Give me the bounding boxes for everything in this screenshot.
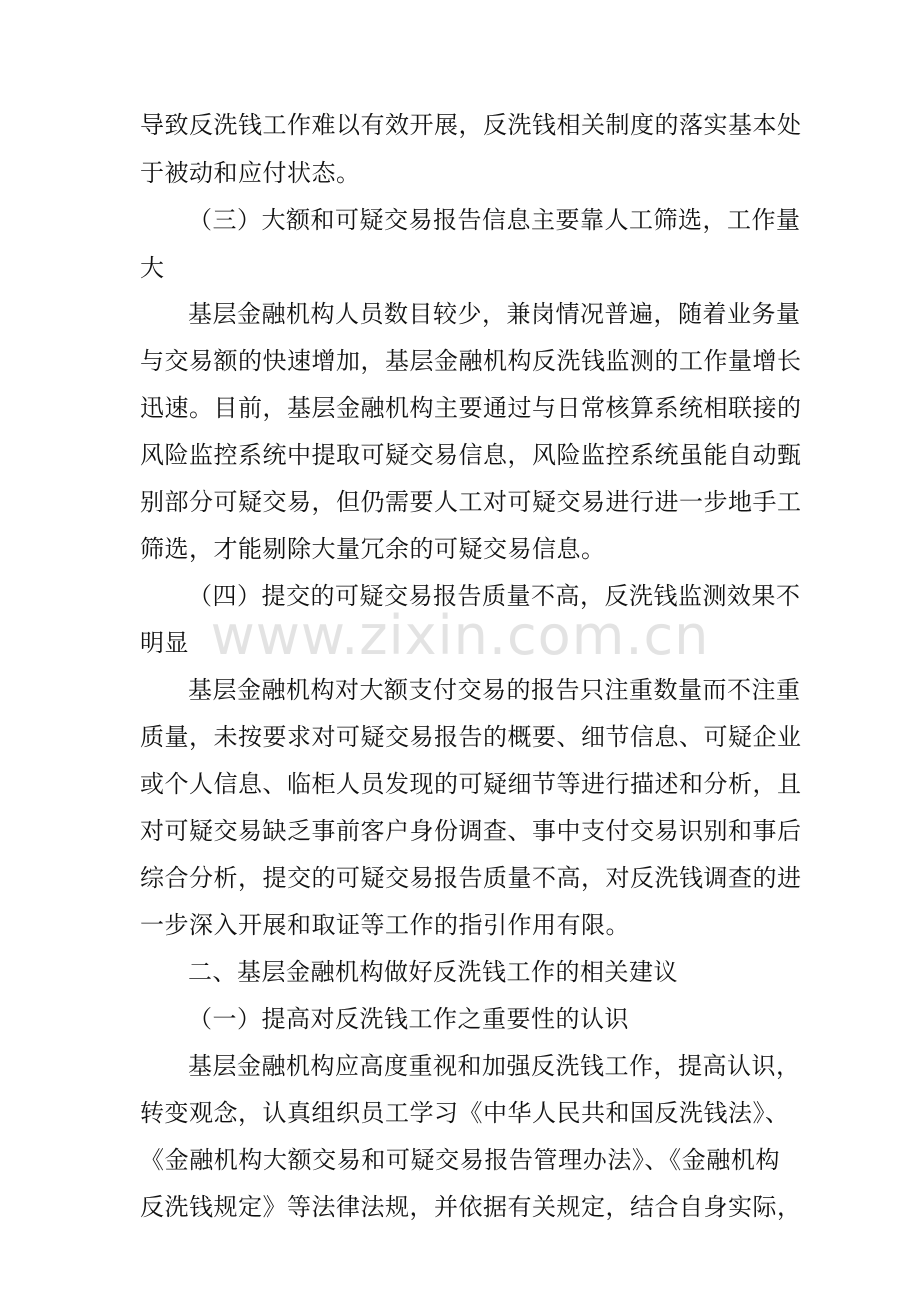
- body-text-line: 一步深入开展和取证等工作的指引作用有限。: [140, 911, 630, 939]
- body-text-line: 对可疑交易缺乏事前客户身份调查、事中支付交易识别和事后: [140, 817, 802, 845]
- body-text-line: 基层金融机构人员数目较少，兼岗情况普遍，随着业务量: [188, 300, 801, 328]
- body-text-line: 导致反洗钱工作难以有效开展，反洗钱相关制度的落实基本处: [140, 111, 802, 139]
- body-text-line: 综合分析，提交的可疑交易报告质量不高，对反洗钱调查的进: [140, 864, 802, 892]
- body-text-line: 筛选，才能剔除大量冗余的可疑交易信息。: [140, 535, 606, 563]
- body-text-line: 《金融机构大额交易和可疑交易报告管理办法》、《金融机构: [140, 1146, 780, 1174]
- body-text-line: 基层金融机构应高度重视和加强反洗钱工作，提高认识，: [188, 1052, 801, 1080]
- body-text-line: 转变观念，认真组织员工学习《中华人民共和国反洗钱法》、: [140, 1099, 790, 1127]
- body-text-line: 迅速。目前，基层金融机构主要通过与日常核算系统相联接的: [140, 394, 802, 422]
- chapter-heading: 二、基层金融机构做好反洗钱工作的相关建议: [188, 958, 678, 986]
- section-heading-3-continued: 大: [140, 254, 165, 282]
- body-text-line: 质量，未按要求对可疑交易报告的概要、细节信息、可疑企业: [140, 723, 802, 751]
- section-heading-4: （四）提交的可疑交易报告质量不高，反洗钱监测效果不: [188, 582, 801, 610]
- body-text-line: 或个人信息、临柜人员发现的可疑细节等进行描述和分析，且: [140, 770, 802, 798]
- watermark: www.zixin.com.cn: [210, 604, 710, 667]
- body-text-line: 反洗钱规定》等法律法规，并依据有关规定，结合自身实际，: [140, 1193, 802, 1221]
- body-text-line: 别部分可疑交易，但仍需要人工对可疑交易进行进一步地手工: [140, 488, 802, 516]
- body-text-line: 风险监控系统中提取可疑交易信息，风险监控系统虽能自动甄: [140, 441, 802, 469]
- body-text-line: 与交易额的快速增加，基层金融机构反洗钱监测的工作量增长: [140, 347, 802, 375]
- body-text-line: 基层金融机构对大额支付交易的报告只注重数量而不注重: [188, 676, 801, 704]
- section-heading-3: （三）大额和可疑交易报告信息主要靠人工筛选，工作量: [188, 206, 801, 234]
- section-heading-4-continued: 明显: [140, 629, 189, 657]
- body-text-line: 于被动和应付状态。: [140, 159, 361, 187]
- section-heading-1: （一）提高对反洗钱工作之重要性的认识: [188, 1005, 629, 1033]
